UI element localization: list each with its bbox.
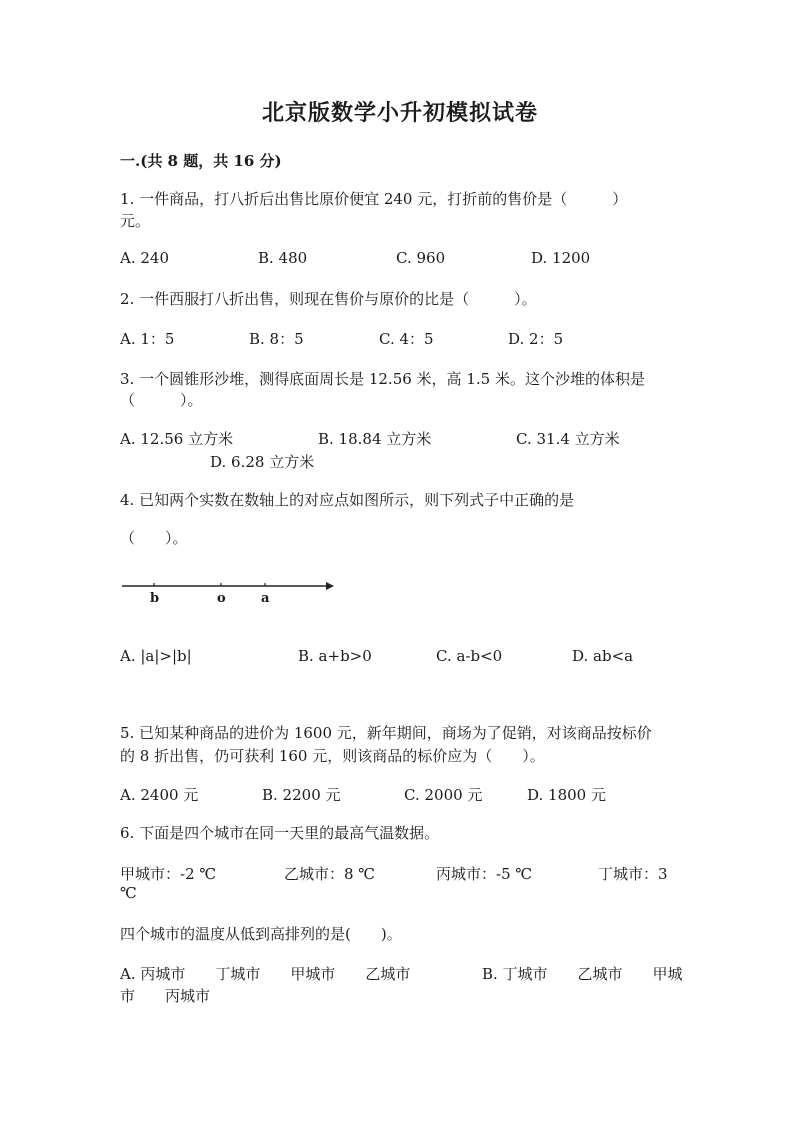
q3-text-line1: 3. 一个圆锥形沙堆，测得底面周长是 12.56 米，高 1.5 米。这个沙堆的体积是 — [120, 370, 645, 388]
number-line-axis — [122, 578, 336, 592]
q2-option-d[interactable]: D. 2：5 — [508, 330, 564, 348]
q1-option-c[interactable]: C. 960 — [396, 249, 446, 267]
q3-option-a[interactable]: A. 12.56 立方米 — [120, 430, 234, 448]
q4-option-a[interactable]: A. |a|>|b| — [120, 647, 192, 665]
q5-option-a[interactable]: A. 2400 元 — [120, 786, 199, 804]
q2-option-c[interactable]: C. 4：5 — [379, 330, 434, 348]
q5-option-c[interactable]: C. 2000 元 — [404, 786, 483, 804]
q5-option-d[interactable]: D. 1800 元 — [527, 786, 606, 804]
q4-option-d[interactable]: D. ab<a — [572, 647, 634, 665]
q6-city-jia: 甲城市：-2 ℃ — [120, 865, 217, 883]
q6-city-yi: 乙城市：8 ℃ — [284, 865, 376, 883]
q2-option-a[interactable]: A. 1：5 — [120, 330, 175, 348]
q4-option-b[interactable]: B. a+b>0 — [298, 647, 372, 665]
q6-question: 四个城市的温度从低到高排列的是( )。 — [120, 925, 402, 943]
q4-text-line1: 4. 已知两个实数在数轴上的对应点如图所示，则下列式子中正确的是 — [120, 491, 575, 509]
q5-text-line2: 的 8 折出售，仍可获利 160 元，则该商品的标价应为（ ）。 — [120, 747, 545, 765]
origin-label: o — [217, 591, 226, 606]
q5-option-b[interactable]: B. 2200 元 — [262, 786, 341, 804]
q6-option-a[interactable]: A. 丙城市 丁城市 甲城市 乙城市 — [120, 965, 411, 983]
point-a-label: a — [261, 591, 270, 606]
q3-option-d[interactable]: D. 6.28 立方米 — [210, 453, 315, 471]
q4-option-c[interactable]: C. a-b<0 — [436, 647, 503, 665]
q1-option-d[interactable]: D. 1200 — [531, 249, 591, 267]
q5-text-line1: 5. 已知某种商品的进价为 1600 元，新年期间，商场为了促销，对该商品按标价 — [120, 724, 652, 742]
q2-option-b[interactable]: B. 8：5 — [249, 330, 304, 348]
q6-city-bing: 丙城市：-5 ℃ — [436, 865, 533, 883]
q2-text: 2. 一件西服打八折出售，则现在售价与原价的比是（ ）。 — [120, 290, 537, 308]
q6-city-ding: 丁城市：3 — [598, 865, 668, 883]
q6-city-wrap: ℃ — [120, 884, 137, 902]
point-b-label: b — [150, 591, 160, 606]
q4-text-line2: （ ）。 — [120, 529, 188, 547]
q6-option-b-line2[interactable]: 市 丙城市 — [120, 987, 211, 1005]
q1-text-line1: 1. 一件商品，打八折后出售比原价便宜 240 元，打折前的售价是（ ） — [120, 190, 628, 208]
q1-option-a[interactable]: A. 240 — [120, 249, 169, 267]
page-title: 北京版数学小升初模拟试卷 — [261, 100, 538, 126]
q3-option-c[interactable]: C. 31.4 立方米 — [516, 430, 620, 448]
q1-text-line2: 元。 — [120, 212, 151, 230]
q6-option-b-line1[interactable]: B. 丁城市 乙城市 甲城 — [482, 965, 683, 983]
number-line-figure — [122, 578, 336, 608]
q3-text-line2: （ ）。 — [120, 391, 203, 409]
q3-option-b[interactable]: B. 18.84 立方米 — [318, 430, 432, 448]
q1-option-b[interactable]: B. 480 — [258, 249, 308, 267]
q6-text: 6. 下面是四个城市在同一天里的最高气温数据。 — [120, 824, 440, 842]
section-heading: 一.(共 8 题，共 16 分) — [120, 152, 282, 170]
